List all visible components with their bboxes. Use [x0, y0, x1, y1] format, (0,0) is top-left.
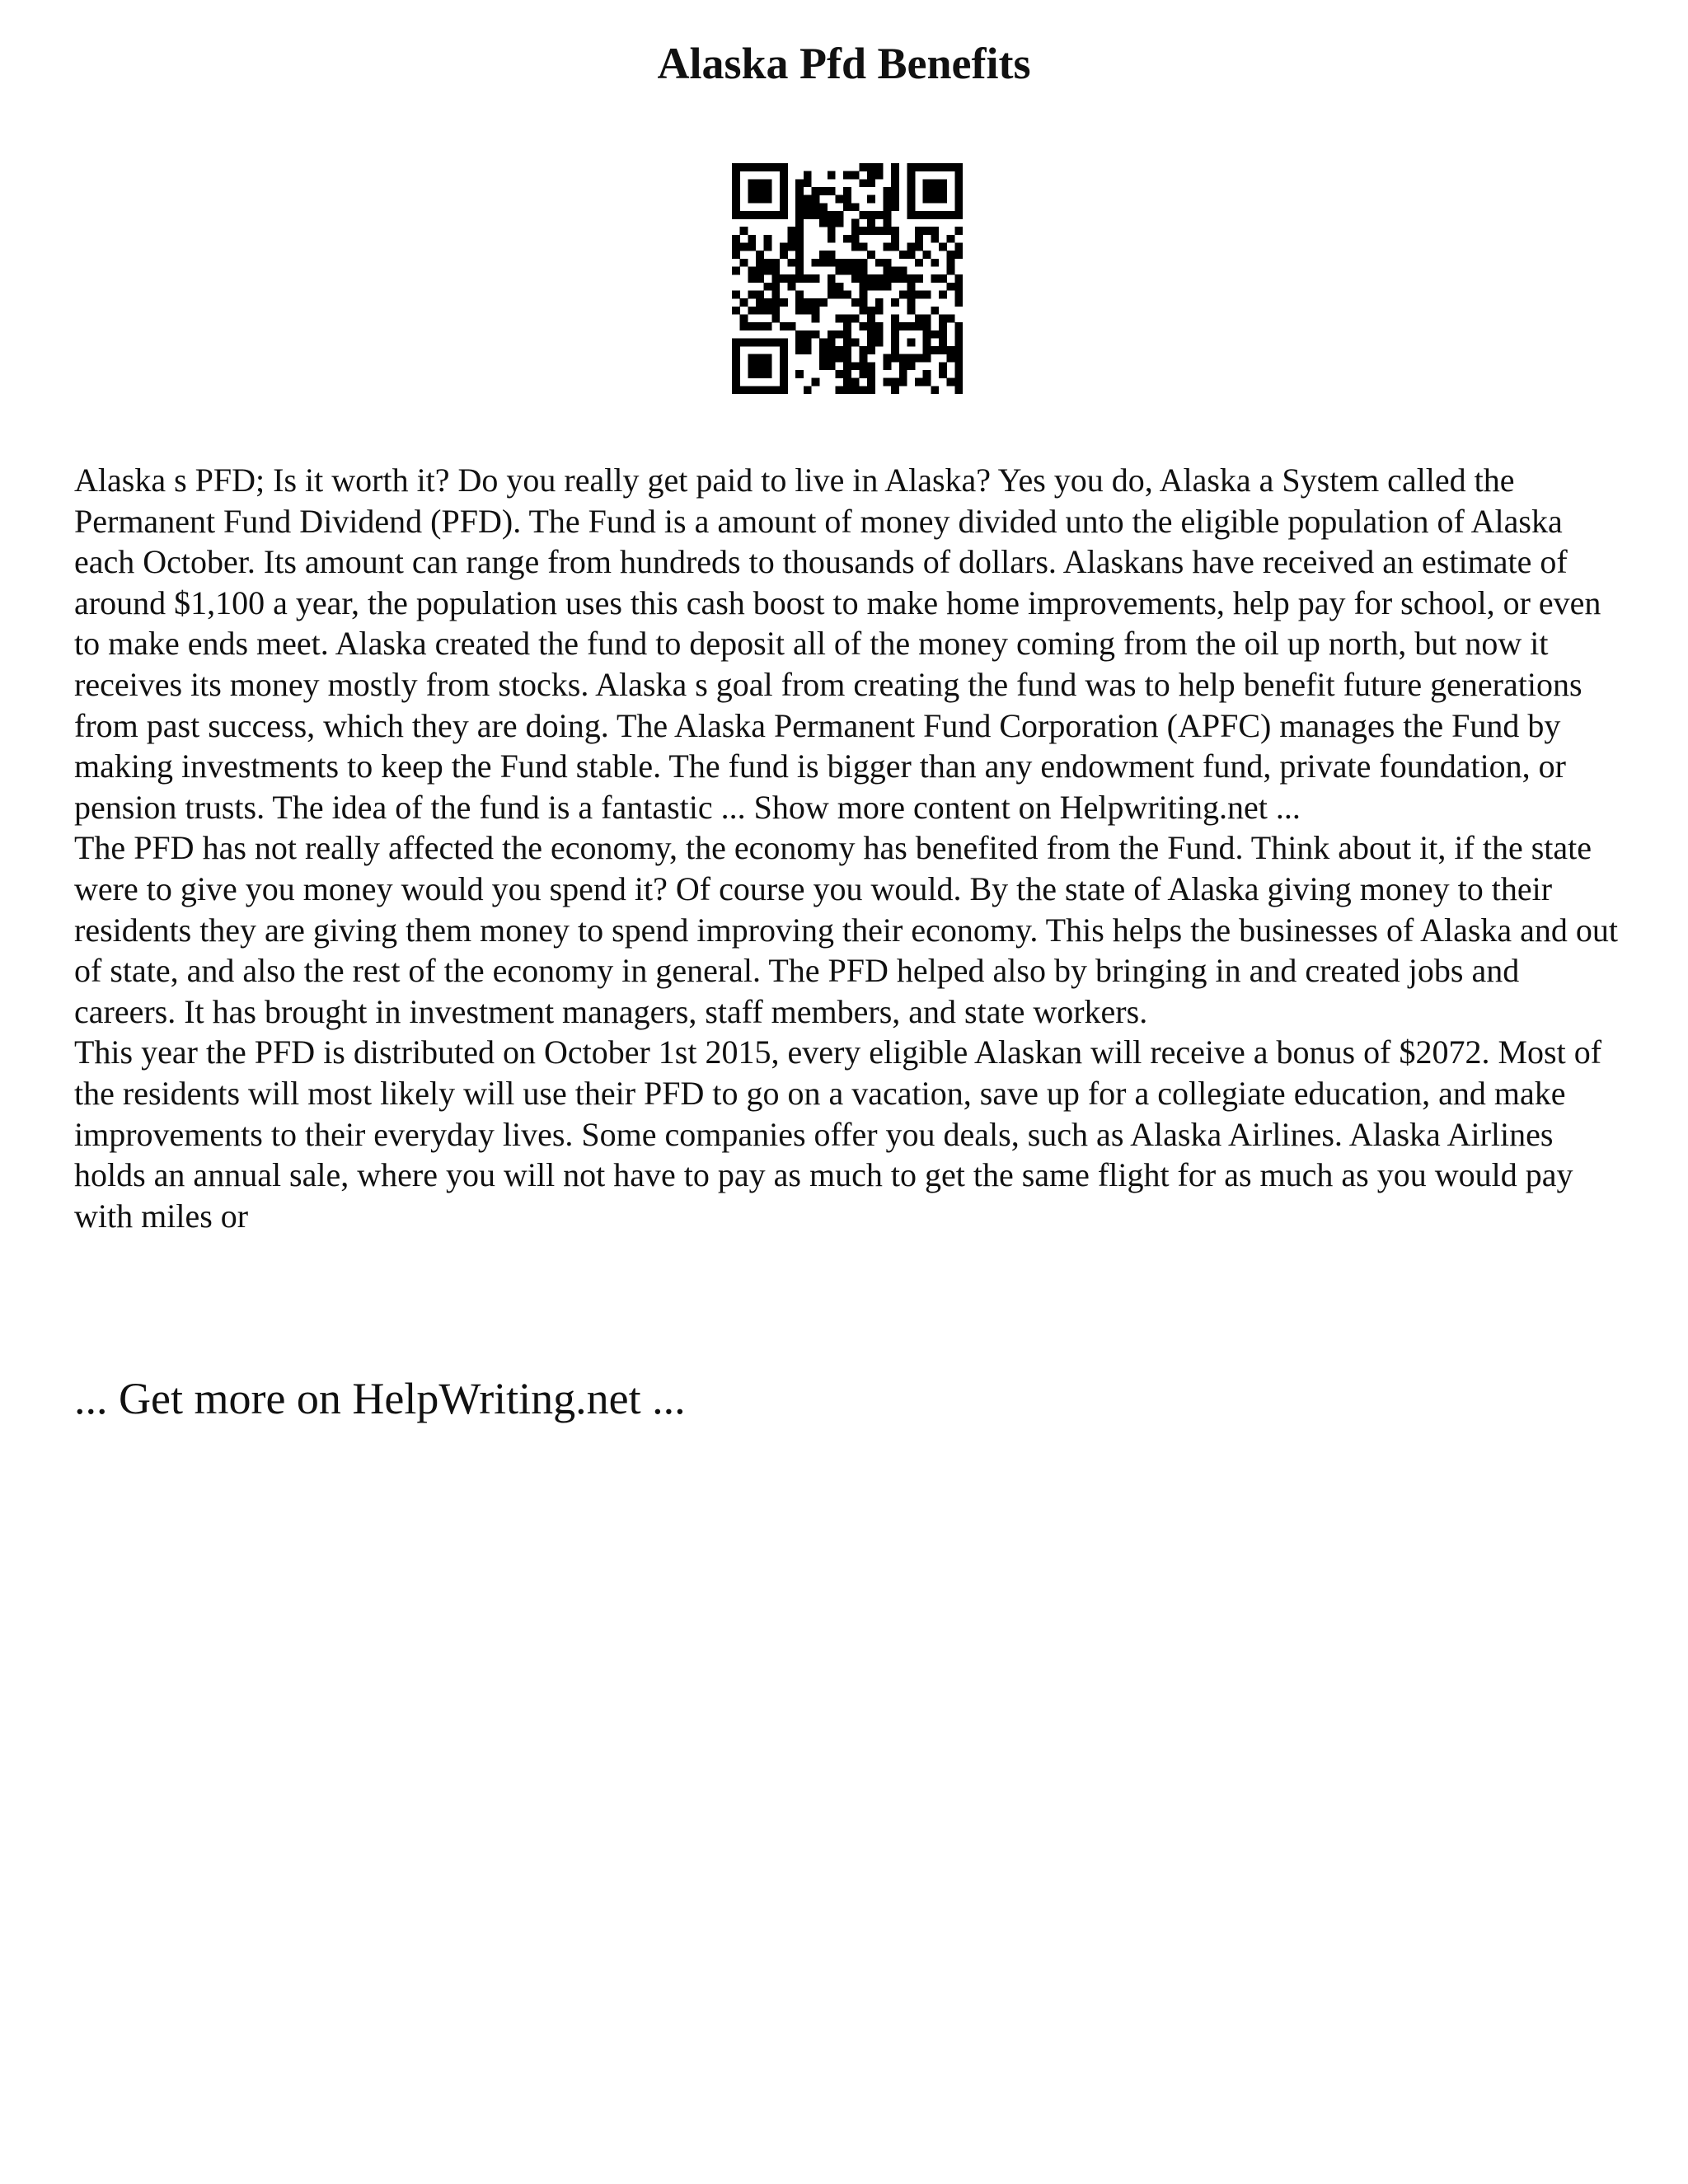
- qr-code: [732, 163, 963, 394]
- page-title: Alaska Pfd Benefits: [657, 39, 1031, 88]
- qr-code-icon: [732, 163, 963, 394]
- paragraph: Alaska s PFD; Is it worth it? Do you really get paid to live in Alaska? Yes you do, Alaska a System called the Permanent Fund Dividend (PFD). The Fund is a amount of money divided unto the eligible population of Alaska each October. Its amount can range from hundreds to thousands of dollars. Alaskans have received an estimate of around $1,100 a year, the population uses this cash boost to make home improvements, help pay for school, or even to make ends meet. Alaska created the fund to deposit all of the money coming from the oil up north, but now it receives its money mostly from stocks. Alaska s goal from creating the fund was to help benefit future generations from past success, which they are doing. The Alaska Permanent Fund Corporation (APFC) manages the Fund by making investments to keep the Fund stable. The fund is bigger than any endowment fund, private foundation, or pension trusts. The idea of the fund is a fantastic ... Show more content on Helpwriting.net ...: [74, 462, 1601, 826]
- paragraph: This year the PFD is distributed on October 1st 2015, every eligible Alaskan will receive a bonus of $2072. Most of the residents will most likely will use their PFD to go on a vacation, save up for a collegiate education, and make improvements to their everyday lives. Some companies offer you deals, such as Alaska Airlines. Alaska Airlines holds an annual sale, where you will not have to pay as much to get the same flight for as much as you would pay with miles or: [74, 1033, 1602, 1235]
- get-more-link[interactable]: ... Get more on HelpWriting.net ...: [74, 1374, 686, 1423]
- article-body: [74, 460, 1624, 1236]
- paragraph: The PFD has not really affected the economy, the economy has benefited from the Fund. Think about it, if the state were to give you money would you spend it? Of course you would. By the state of Alaska giving money to their residents they are giving them money to spend improving their economy. This helps the businesses of Alaska and out of state, and also the rest of the economy in general. The PFD helped also by bringing in and created jobs and careers. It has brought in investment managers, staff members, and state workers.: [74, 829, 1619, 1030]
